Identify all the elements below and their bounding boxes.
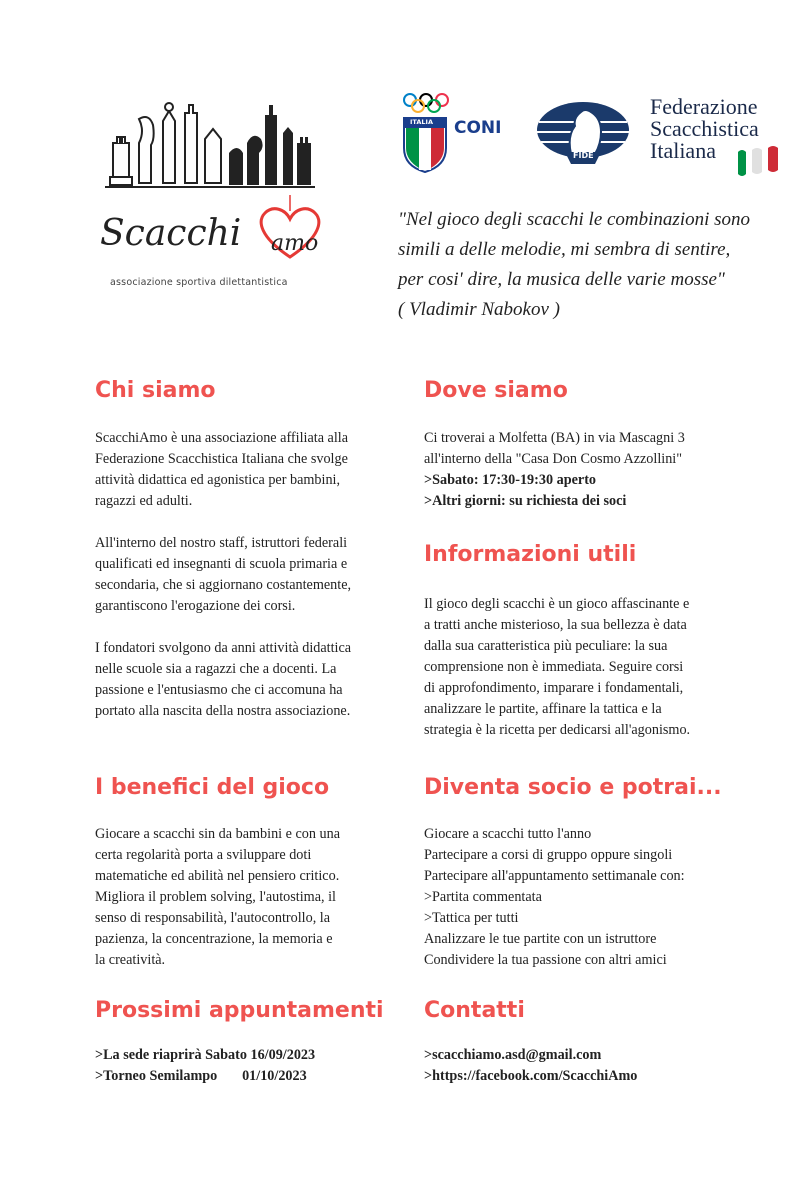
appuntamento-torneo: >Torneo Semilampo 01/10/2023 <box>95 1068 307 1084</box>
fsi-line3: Italiana <box>650 138 716 163</box>
contatti-block <box>424 1045 784 1087</box>
info-utili-text: Il gioco degli scacchi è un gioco affascinante e a tratti anche misterioso, la sua bellezza è data dalla sua caratteristica più peculiare: la sua comprensione non è immediata. Seguire corsi di approfondimento, imparare i fondamentali, analizzare le partite, affinare la tattica e la strategia è la ricetta per dedicarsi all'agonismo. <box>424 596 691 738</box>
socio-text: Giocare a scacchi tutto l'anno Partecipare a corsi di gruppo oppure singoli Partecipare all'appuntamento settimanale con: >Partita commentata >Tattica per tutti Analizzare le tue partite con un istruttore Condividere la tua passione con altri amici <box>424 826 685 968</box>
dove-siamo-venue: all'interno della "Casa Don Cosmo Azzollini" <box>424 451 683 467</box>
benefici-title: I benefici del gioco <box>95 775 330 800</box>
fsi-line1: Federazione <box>650 94 758 119</box>
dove-siamo-block <box>424 428 784 512</box>
contact-facebook-link[interactable]: >https://facebook.com/ScacchiAmo <box>424 1068 638 1084</box>
olympic-rings-icon <box>402 92 452 114</box>
logo-name-left: Scacchi <box>100 213 242 254</box>
fsi-logo <box>650 96 785 186</box>
scacchiamo-logo <box>95 95 335 295</box>
coni-text: CONI <box>454 118 502 138</box>
dove-siamo-address: Ci troverai a Molfetta (BA) in via Mascagni 3 <box>424 430 685 446</box>
benefici-text: Giocare a scacchi sin da bambini e con una certa regolarità porta a sviluppare doti matematiche ed abilità nel pensiero critico. Migliora il problem solving, l'autostima, il senso di responsabilità, l'autocontrollo, la pazienza, la concentrazione, la memoria e la creatività. <box>95 826 341 968</box>
appuntamenti-block <box>95 1045 415 1087</box>
contatti-title: Contatti <box>424 998 525 1023</box>
chi-siamo-title: Chi siamo <box>95 378 216 403</box>
appuntamento-riapertura: >La sede riaprirà Sabato 16/09/2023 <box>95 1047 316 1063</box>
chi-siamo-p2: All'interno del nostro staff, istruttori federali qualificati ed insegnanti di scuola primaria e secondaria, che si aggiornano costantemente, garantiscono l'erogazione dei corsi. <box>95 535 352 614</box>
logo-subtitle: associazione sportiva dilettantistica <box>110 277 288 288</box>
info-utili-title: Informazioni utili <box>424 542 637 567</box>
chi-siamo-p1: ScacchiAmo è una associazione affiliata alla Federazione Scacchistica Italiana che svolge attività didattica ed agonistica per bambini, ragazzi ed adulti. <box>95 430 349 509</box>
italian-flag-icon <box>736 144 780 178</box>
chi-siamo-p3: I fondatori svolgono da anni attività didattica nelle scuole sia a ragazzi che a docenti. La passione e l'entusiasmo che ci accomuna ha portato alla nascita della nostra associazione. <box>95 640 352 719</box>
fide-logo <box>535 100 631 166</box>
logo-name-right: amo <box>271 231 319 256</box>
coni-shield-text: ITALIA <box>410 118 433 126</box>
fsi-line2: Scacchistica <box>650 116 759 141</box>
contact-email-link[interactable]: >scacchiamo.asd@gmail.com <box>424 1047 602 1063</box>
nabokov-quote: "Nel gioco degli scacchi le combinazioni sono simili a delle melodie, mi sembra di sentire, per cosi' dire, la musica delle varie mosse" ( Vladimir Nabokov ) <box>398 209 751 320</box>
fide-text: FIDE <box>573 151 594 160</box>
chess-pieces-icon <box>105 95 315 190</box>
dove-siamo-title: Dove siamo <box>424 378 568 403</box>
coni-logo <box>400 92 515 177</box>
appuntamenti-title: Prossimi appuntamenti <box>95 998 384 1023</box>
dove-siamo-hours: >Sabato: 17:30-19:30 aperto <box>424 472 597 488</box>
socio-title: Diventa socio e potrai... <box>424 775 722 800</box>
dove-siamo-other-days: >Altri giorni: su richiesta dei soci <box>424 493 627 509</box>
